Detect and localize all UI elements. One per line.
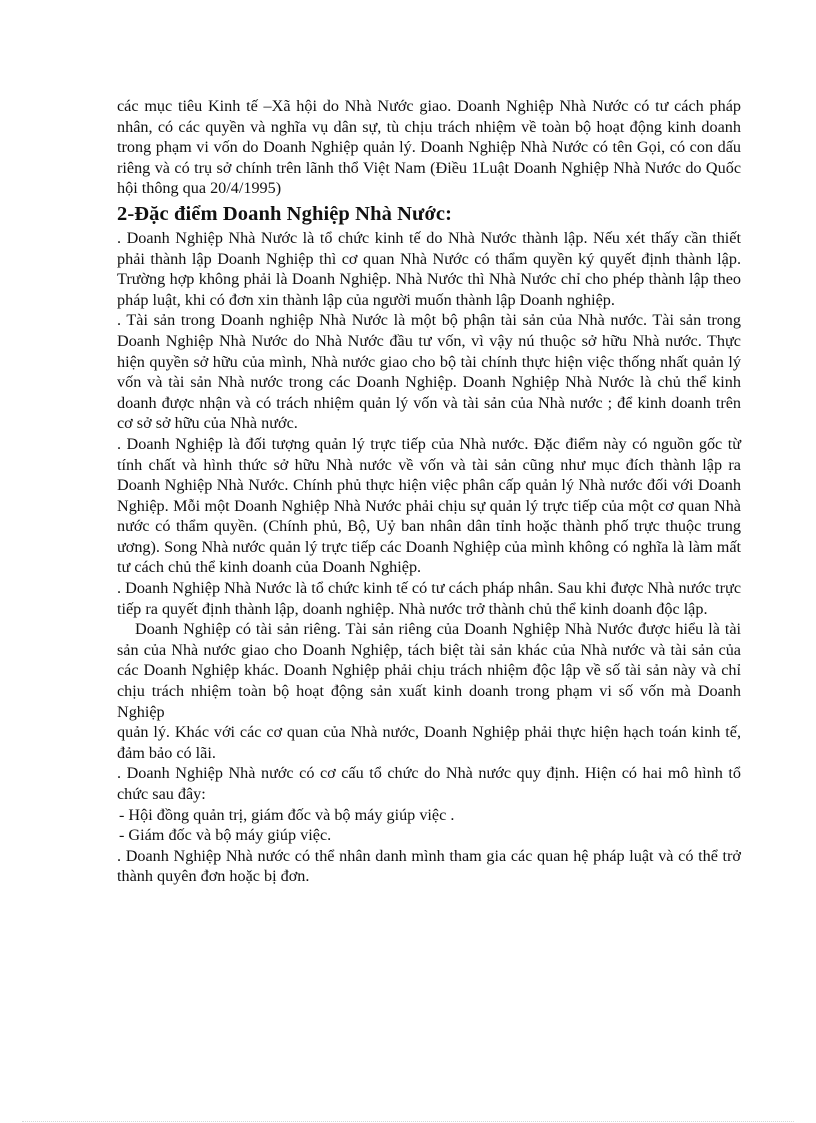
section-heading: 2-Đặc điểm Doanh Nghiệp Nhà Nước: xyxy=(117,202,453,225)
paragraph-1: . Doanh Nghiệp Nhà Nước là tổ chức kinh tế do Nhà Nước thành lập. Nếu xét thấy cần thiết phải thành lập Doanh Nghiệp thì cơ quan Nhà Nước có thẩm quyền ký quyết định thành lập. Trường hợp không phải là Doanh Nghiệp. Nhà Nước thì Nhà Nước chỉ cho phép thành lập theo pháp luật, khi có đơn xin thành lập của người muốn thành lập Doanh nghiệp. xyxy=(117,228,741,309)
intro-paragraph: các mục tiêu Kinh tế –Xã hội do Nhà Nước giao. Doanh Nghiệp Nhà Nước có tư cách pháp nhân, có các quyền và nghĩa vụ dân sự, tù chịu trách nhiệm về toàn bộ hoạt động kinh doanh trong phạm vi vốn do Doanh Nghiệp quản lý. Doanh Nghiệp Nhà Nước có tên Gọi, có con dấu riêng và có trụ sở chính trên lãnh thổ Việt Nam (Điều 1Luật Doanh Nghiệp Nhà Nước do Quốc hội thông qua 20/4/1995) xyxy=(117,97,741,198)
paragraph-6: quản lý. Khác với các cơ quan của Nhà nước, Doanh Nghiệp phải thực hiện hạch toán kinh tế, đảm bảo có lãi. xyxy=(117,723,741,762)
paragraph-4: . Doanh Nghiệp Nhà Nước là tổ chức kinh tế có tư cách pháp nhân. Sau khi được Nhà nước trực tiếp ra quyết định thành lập, doanh nghiệp. Nhà nước trở thành chủ thể kinh doanh độc lập. xyxy=(117,579,741,618)
list-item-2: - Giám đốc và bộ máy giúp việc. xyxy=(119,826,332,845)
paragraph-8: . Doanh Nghiệp Nhà nước có thể nhân danh mình tham gia các quan hệ pháp luật và có thể trở thành quyên đơn hoặc bị đơn. xyxy=(117,846,741,886)
paragraph-2: . Tài sản trong Doanh nghiệp Nhà Nước là một bộ phận tài sản của Nhà nước. Tài sản trong Doanh Nghiệp Nhà Nước do Nhà Nước đầu tư vốn, vì vậy nú thuộc sở hữu Nhà nước. Thực hiện quyền sở hữu của mình, Nhà nước giao cho bộ tài chính thực hiện việc thống nhất quản lý vốn và tài sản Nhà nước trong các Doanh Nghiệp. Doanh Nghiệp Nhà Nước là chủ thể kinh doanh được nhận và có trách nhiệm quản lý vốn và tài sản của Nhà nước ; để kinh doanh trên cơ sở sở hữu của Nhà nước. xyxy=(117,311,741,433)
paragraph-3: . Doanh Nghiệp là đối tượng quản lý trực tiếp của Nhà nước. Đặc điểm này có nguồn gốc từ tính chất và hình thức sở hữu Nhà nước về vốn và tài sản cũng như mục đích thành lập ra Doanh Nghiệp Nhà Nước. Chính phủ thực hiện việc phân cấp quản lý Nhà nước đối với Doanh Nghiệp. Mỗi một Doanh Nghiệp Nhà Nước phải chịu sự quản lý trực tiếp của một cơ quan Nhà nước có thẩm quyền. (Chính phủ, Bộ, Uỷ ban nhân dân tỉnh hoặc thành phố trực thuộc trung ương). Song Nhà nước quản lý trực tiếp các Doanh Nghiệp của mình không có nghĩa là làm mất tư cách chủ thể kinh doanh của Doanh Nghiệp. xyxy=(117,434,741,577)
paragraph-5: Doanh Nghiệp có tài sản riêng. Tài sản riêng của Doanh Nghiệp Nhà Nước được hiểu là tài sản của Nhà nước giao cho Doanh Nghiệp, tách biệt tài sản khác của Nhà nước và tài sản của các Doanh Nghiệp khác. Doanh Nghiệp phải chịu trách nhiệm độc lập về số tài sản này và chỉ chịu trách nhiệm toàn bộ hoạt động sản xuất kinh doanh trong phạm vi số vốn mà Doanh Nghiệp xyxy=(117,620,741,721)
paragraph-7: . Doanh Nghiệp Nhà nước có cơ cấu tổ chức do Nhà nước quy định. Hiện có hai mô hình tổ chức sau đây: xyxy=(117,764,741,803)
list-item-1: - Hội đồng quản trị, giám đốc và bộ máy giúp việc . xyxy=(119,805,455,824)
page-bottom-divider xyxy=(22,1121,794,1122)
document-page xyxy=(117,96,741,887)
